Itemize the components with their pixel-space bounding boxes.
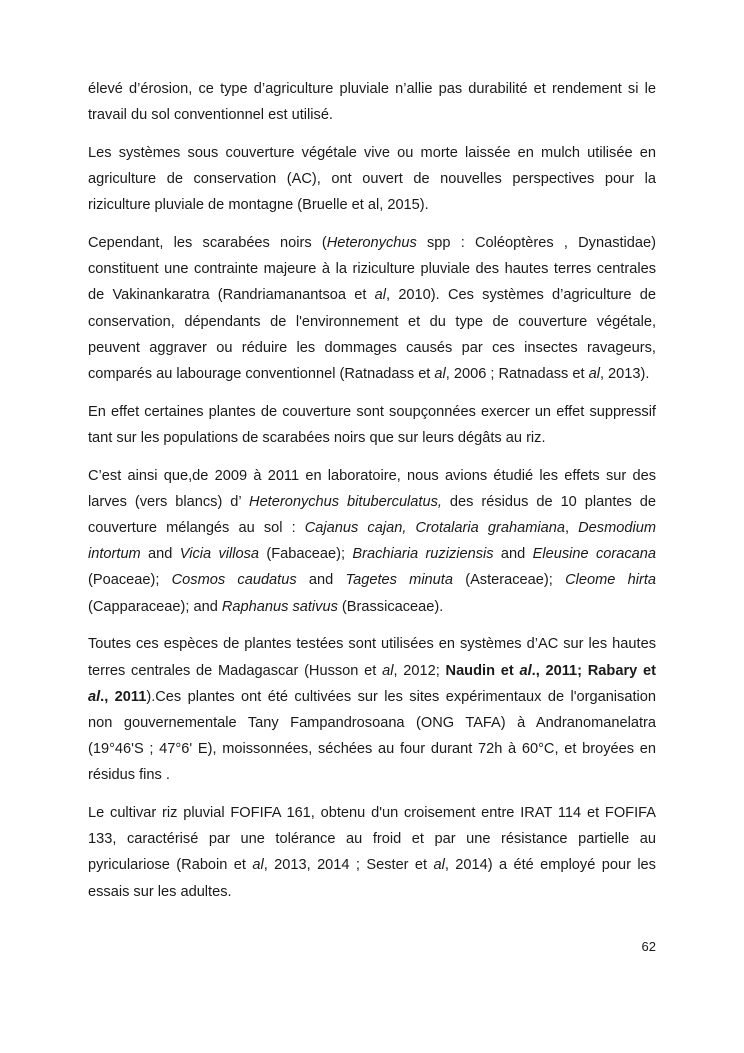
text-run: (Capparaceae); and <box>88 598 222 615</box>
text-run: des résidus de 10 plantes de couverture mélangés au sol : <box>88 493 656 537</box>
text-run: , 2013, 2014 ; Sester et <box>263 857 434 874</box>
bold-run <box>88 689 100 705</box>
text-run: Raphanus sativus <box>221 598 338 615</box>
page-number: 62 <box>641 939 656 954</box>
text-run: Brachiaria ruziziensis <box>352 546 494 563</box>
text-run: élevé d’érosion, ce type d’agriculture pluviale n’allie pas durabilité et rendement si le travail du sol conventionnel est utilisé. <box>88 81 656 124</box>
text-run: Tagetes minuta <box>345 572 453 589</box>
text-run: (Asteraceae); <box>452 572 566 589</box>
text-run: Vicia villosa <box>179 546 260 563</box>
text-run: , 2014) a été employé pour les essais sur les adultes. <box>88 857 656 900</box>
document-page <box>88 76 656 916</box>
text-run: and <box>296 572 346 589</box>
text-run: C’est ainsi que,de 2009 à 2011 en laboratoire, nous avions étudié les effets sur des larves (vers blancs) d’ <box>88 467 656 510</box>
text-run: al <box>382 662 394 679</box>
text-run: Toutes ces espèces de plantes testées sont utilisées en systèmes d’AC sur les hautes terres centrales de Madagascar (Husson et <box>88 636 656 679</box>
paragraph-5 <box>88 463 656 620</box>
text-run: Cosmos caudatus <box>171 572 297 589</box>
text-run: (Brassicaceae). <box>337 598 444 615</box>
paragraph-7 <box>88 800 656 905</box>
text-run: Desmodium intortum <box>88 520 656 563</box>
text-run: Cependant, les scarabées noirs ( <box>88 235 327 252</box>
text-run: al <box>588 366 600 383</box>
text-run: al <box>252 857 264 874</box>
text-run: al <box>433 857 445 874</box>
body-text <box>88 76 656 905</box>
text-run: Cleome hirta <box>565 572 657 589</box>
paragraph-2 <box>88 140 656 219</box>
text-run: En effet certaines plantes de couverture sont soupçonnées exercer un effet suppressif tant sur les populations de scarabées noirs que sur leurs dégâts au riz. <box>88 403 656 446</box>
text-run: Le cultivar riz pluvial FOFIFA 161, obtenu d'un croisement entre IRAT 114 et FOFIFA 133, caractérisé par une tolérance au froid et par une résistance partielle au pyriculariose (Raboin et <box>88 805 656 874</box>
text-run: ., 2011; Rabary et <box>531 662 656 679</box>
text-run: Heteronychus <box>326 235 417 252</box>
text-run: al <box>374 287 387 304</box>
text-run: , <box>564 520 579 537</box>
text-run: Les systèmes sous couverture végétale vive ou morte laissée en mulch utilisée en agriculture de conservation (AC), ont ouvert de nouvelles perspectives pour la riziculture pluviale de montagne (Bruelle et al, 2015). <box>88 144 656 214</box>
text-run: Heteronychus bituberculatus, <box>249 493 442 510</box>
paragraph-3 <box>88 230 656 387</box>
text-run: ., 2011 <box>100 688 147 705</box>
bold-run <box>519 663 531 679</box>
text-run: and <box>140 546 180 563</box>
text-run: , 2010). Ces systèmes d’agriculture de conservation, dépendants de l'environnement et du type de couverture végétale, peuvent aggraver ou réduire les dommages causés par ces insectes ravageurs, comparés au labourage conventionnel (Ratnadass et <box>88 287 656 383</box>
text-run: spp : Coléoptères , Dynastidae) constituent une contrainte majeure à la riziculture pluviale des hautes terres centrales de Vakinankaratra (Randriamanantsoa et <box>88 235 656 304</box>
text-run: , 2006 ; Ratnadass et <box>445 366 589 383</box>
text-run: (Poaceae); <box>88 572 172 589</box>
paragraph-1 <box>88 76 656 128</box>
text-run: ).Ces plantes ont été cultivées sur les sites expérimentaux de l'organisation non gouvernementale Tany Fampandrosoana (ONG TAFA) à Andranomanelatra (19°46'S ; 47°6' E), moissonnées, séchées au four durant 72h à 60°C, et broyées en résidus fins . <box>88 688 656 784</box>
text-run: al <box>519 662 532 679</box>
text-run: Eleusine coracana <box>532 546 656 563</box>
paragraph-6 <box>88 631 656 788</box>
paragraph-4 <box>88 399 656 451</box>
text-run: and <box>493 546 533 563</box>
text-run: , 2013). <box>599 366 650 383</box>
text-run: , 2012; <box>393 662 446 679</box>
text-run: (Fabaceae); <box>259 546 353 563</box>
text-run: al <box>434 366 446 383</box>
text-run: al <box>88 688 101 705</box>
text-run: Cajanus cajan, Crotalaria grahamiana <box>304 520 565 537</box>
text-run: Naudin et <box>445 662 520 679</box>
